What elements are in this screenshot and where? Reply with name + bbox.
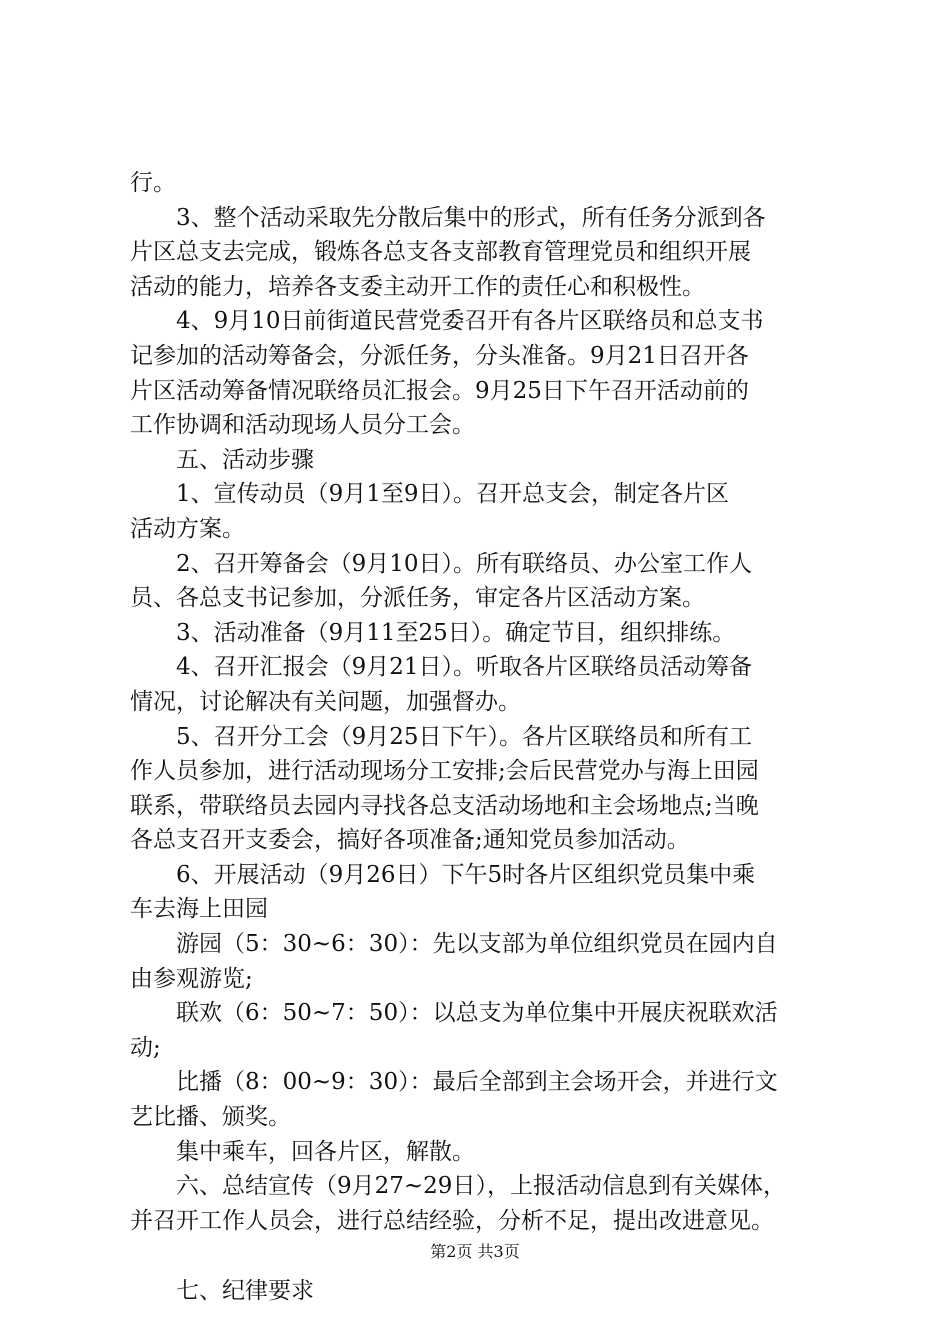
text-line: 3、整个活动采取先分散后集中的形式，所有任务分派到各 xyxy=(130,204,766,231)
text-line: 片区总支去完成，锻炼各总支各支部教育管理党员和组织开展 xyxy=(130,239,751,266)
text-line: 作人员参加，进行活动现场分工安排;会后民营党办与海上田园 xyxy=(130,758,759,785)
text-line: 车去海上田园 xyxy=(130,896,268,923)
text-line: 工作协调和活动现场人员分工会。 xyxy=(130,412,475,439)
text-line: 3、活动准备（9月11至25日）。确定节目，组织排练。 xyxy=(130,619,736,646)
section-heading: 五、活动步骤 xyxy=(130,446,314,473)
text-line: 比播（8：00~9：30）：最后全部到主会场开会，并进行文 xyxy=(130,1069,778,1096)
text-line: 5、召开分工会（9月25日下午）。各片区联络员和所有工 xyxy=(130,723,753,750)
text-line: 联欢（6：50~7：50）：以总支为单位集中开展庆祝联欢活 xyxy=(130,1000,778,1027)
text-line: 联系，带联络员去园内寻找各总支活动场地和主会场地点;当晚 xyxy=(130,792,759,819)
text-line: 片区活动筹备情况联络员汇报会。9月25日下午召开活动前的 xyxy=(130,377,749,404)
text-line: 活动的能力，培养各支委主动开工作的责任心和积极性。 xyxy=(130,273,705,300)
text-line: 动; xyxy=(130,1034,161,1061)
page-number-footer: 第2页 共3页 xyxy=(430,1242,520,1261)
section-heading: 六、总结宣传（9月27~29日），上报活动信息到有关媒体， xyxy=(130,1173,786,1200)
text-line: 游园（5：30~6：30）：先以支部为单位组织党员在园内自 xyxy=(130,931,778,958)
text-line: 集中乘车，回各片区，解散。 xyxy=(130,1138,475,1165)
text-line: 4、9月10日前街道民营党委召开有各片区联络员和总支书 xyxy=(130,308,764,335)
text-line: 员、各总支书记参加，分派任务，审定各片区活动方案。 xyxy=(130,585,705,612)
text-line: 活动方案。 xyxy=(130,515,245,542)
text-line: 6、开展活动（9月26日）下午5时各片区组织党员集中乘 xyxy=(130,861,756,888)
section-heading: 七、纪律要求 xyxy=(130,1278,314,1305)
text-line: 并召开工作人员会，进行总结经验，分析不足，提出改进意见。 xyxy=(130,1207,774,1234)
text-line: 2、召开筹备会（9月10日）。所有联络员、办公室工作人 xyxy=(130,550,753,577)
text-line: 行。 xyxy=(130,170,176,196)
text-line: 1、宣传动员（9月1至9日）。召开总支会，制定各片区 xyxy=(130,481,730,508)
text-line: 记参加的活动筹备会，分派任务，分头准备。9月21日召开各 xyxy=(130,342,749,369)
text-line: 4、召开汇报会（9月21日）。听取各片区联络员活动筹备 xyxy=(130,654,753,681)
document-body xyxy=(130,166,840,1309)
text-line: 情况，讨论解决有关问题，加强督办。 xyxy=(130,688,521,715)
text-line: 由参观游览; xyxy=(130,965,253,992)
text-line: 艺比播、颁奖。 xyxy=(130,1104,291,1131)
text-line: 各总支召开支委会，搞好各项准备;通知党员参加活动。 xyxy=(130,827,690,854)
